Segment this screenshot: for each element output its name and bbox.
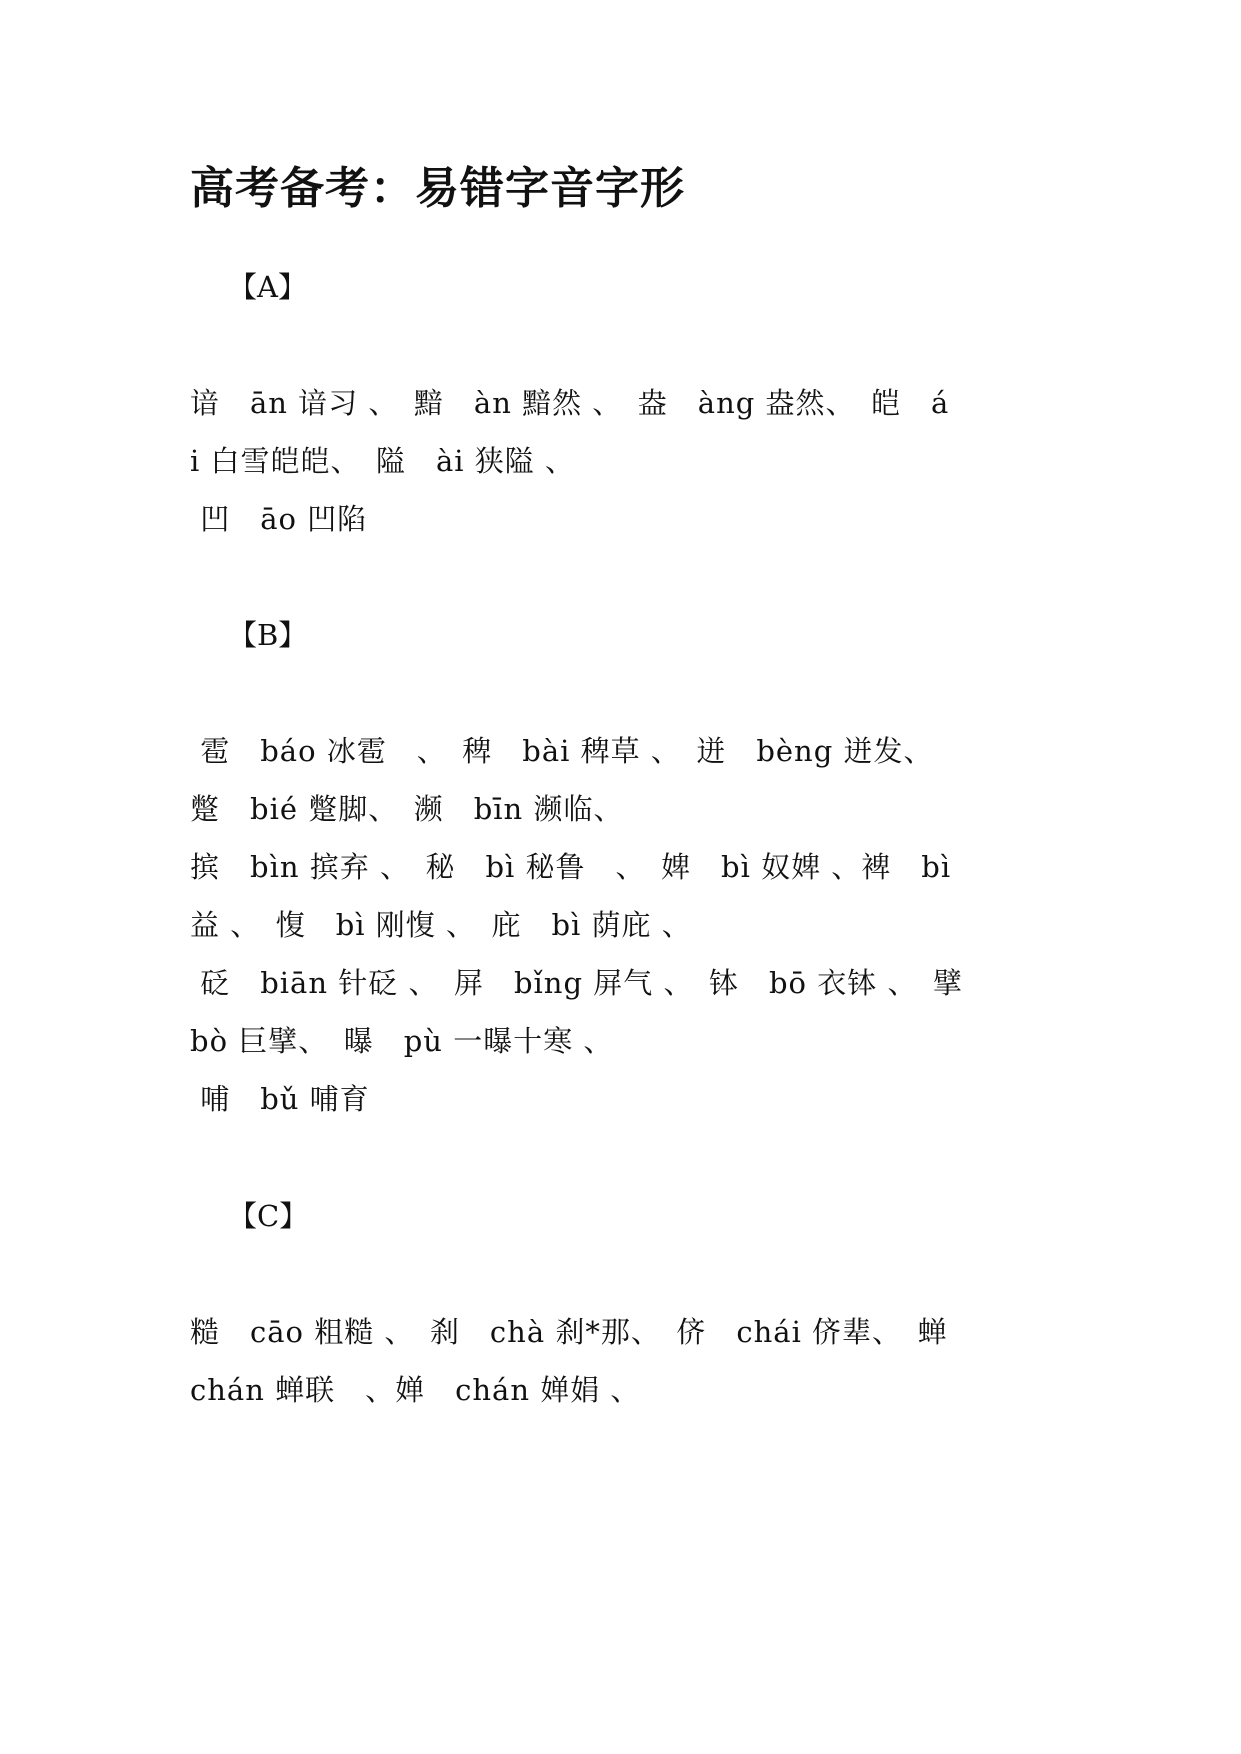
section-b-line: bò 巨擘、 曝 pù 一曝十寒 、 [190, 1024, 614, 1058]
section-c-line: 糙 cāo 粗糙 、 刹 chà 刹*那、 侪 chái 侪辈、 蝉 [190, 1315, 948, 1349]
section-b-line: 雹 báo 冰雹 、 稗 bài 稗草 、 迸 bèng 迸发、 [190, 734, 934, 768]
section-a-line: 凹 āo 凹陷 [190, 502, 368, 536]
section-b-line: 哺 bǔ 哺育 [190, 1082, 370, 1116]
section-b-line: 砭 biān 针砭 、 屏 bǐng 屏气 、 钵 bō 衣钵 、 擘 [190, 966, 963, 1000]
section-heading-c: 【C】 [228, 1199, 309, 1233]
section-a-line: i 白雪皑皑、 隘 ài 狭隘 、 [190, 444, 575, 478]
section-heading-b: 【B】 [228, 618, 308, 652]
document-title: 高考备考：易错字音字形 [190, 163, 685, 214]
section-heading-a: 【A】 [228, 270, 307, 304]
section-a-line: 谙 ān 谙习 、 黯 àn 黯然 、 盎 àng 盎然、 皑 á [190, 386, 950, 420]
section-b-line: 蹩 bié 蹩脚、 濒 bīn 濒临、 [190, 792, 624, 826]
section-b-line: 摈 bìn 摈弃 、 秘 bì 秘鲁 、 婢 bì 奴婢 、裨 bì [190, 850, 952, 884]
section-c-line: chán 蝉联 、婵 chán 婵娟 、 [190, 1373, 641, 1407]
section-b-line: 益 、 愎 bì 刚愎 、 庇 bì 荫庇 、 [190, 908, 692, 942]
